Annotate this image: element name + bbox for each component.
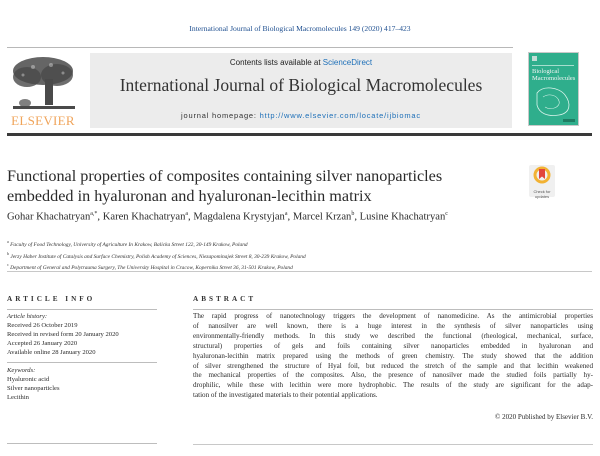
cover-logo-icon: [532, 56, 537, 61]
contents-prefix: Contents lists available at: [229, 58, 323, 67]
affiliations: [7, 238, 597, 273]
journal-title: International Journal of Biological Macromolecules: [119, 75, 483, 95]
abstract-heading: ABSTRACT: [193, 295, 257, 303]
check-for-updates-button[interactable]: [529, 165, 555, 197]
abstract-line: structural) properties of gels and foils containing silver nanoparticles embedded in hyaluronan and: [193, 341, 593, 350]
title-line: embedded in hyaluronan and hyaluronan-lecithin matrix: [7, 187, 372, 205]
divider: [7, 271, 592, 272]
keywords-label: Keywords:: [7, 367, 36, 374]
article-history: [7, 312, 167, 357]
author-name[interactable]: Gohar Khachatryan: [7, 211, 91, 223]
contents-line: [90, 58, 512, 67]
affiliation-item: [7, 238, 597, 250]
copyright-notice: © 2020 Published by Elsevier B.V.: [495, 413, 593, 421]
author-name[interactable]: Lusine Khachatryan: [359, 211, 446, 223]
divider: [7, 47, 513, 48]
title-line: Functional properties of composites containing silver nanoparticles: [7, 167, 443, 185]
article-title: [7, 166, 507, 206]
author-separator: ,: [287, 211, 293, 223]
journal-banner: [90, 53, 512, 128]
affiliation-text: Faculty of Food Technology, University of Agriculture In Krakow, Balicka Street 122, 30-149 Krakow, Poland: [10, 241, 248, 248]
author-affiliation-marker[interactable]: a: [284, 211, 288, 217]
elsevier-logo[interactable]: [7, 53, 79, 129]
keyword-item: Silver nanoparticles: [7, 385, 60, 392]
abstract-line: The rapid progress of nanotechnology triggers the development of nanomedicine. As the antimicrobial properties: [193, 312, 593, 320]
journal-cover-thumbnail[interactable]: [528, 52, 579, 126]
cover-title-line: Biological: [532, 68, 560, 75]
elsevier-wordmark: ELSEVIER: [11, 113, 75, 128]
author-name[interactable]: Karen Khachatryan: [102, 211, 186, 223]
affiliation-key: a: [7, 239, 9, 244]
divider: [7, 362, 157, 363]
affiliation-text: Jerzy Haber Institute of Catalysis and Surface Chemistry, Polish Academy of Sciences, Niezapominajek Street 8, 30-239 Krakow, Poland: [10, 253, 306, 260]
homepage-label: journal homepage:: [181, 111, 260, 120]
history-item: Received in revised form 20 January 2020: [7, 331, 119, 338]
author-separator: ,: [354, 211, 360, 223]
abstract-line: of silver strengthened the structure of Hyal foil, but reduced the stretch of the sample and that lecithin weakened: [193, 361, 593, 370]
crossmark-label: [529, 190, 555, 199]
affiliation-item: [7, 250, 597, 262]
article-history-label: Article history:: [7, 313, 48, 320]
cover-badge: [563, 119, 575, 122]
author-affiliation-marker[interactable]: b: [351, 211, 355, 217]
abstract-line: hyaluronan-lecithin matrix prepared using the methods of green chemistry. The study showed that the addition: [193, 351, 593, 360]
abstract-line: the mechanical properties of the composites. Also, the presence of nanosilver made the studied foils partially hy-: [193, 371, 593, 380]
abstract-line: drophilic, while these with lecithin were more hydrophobic. The results of the study are significant for the adap-: [193, 381, 593, 390]
crossmark-label-line: updates: [534, 193, 550, 199]
abstract-line: tation of the investigated materials to their potential applications.: [193, 391, 378, 400]
author-separator: ,: [188, 211, 194, 223]
affiliation-key: b: [7, 250, 9, 256]
abstract-body: [193, 312, 593, 401]
crossmark-icon: [529, 165, 555, 185]
author-name[interactable]: Magdalena Krystyjan: [193, 211, 285, 223]
header-rule: [7, 133, 592, 136]
history-item: Accepted 26 January 2020: [7, 340, 78, 347]
cover-illustration-icon: [529, 83, 578, 123]
article-info-heading: ARTICLE INFO: [7, 295, 96, 303]
keyword-item: Hyaluronic acid: [7, 376, 50, 383]
divider: [193, 309, 593, 310]
divider: [193, 444, 593, 445]
history-item: Available online 28 January 2020: [7, 349, 96, 356]
author-affiliation-marker[interactable]: a,*: [90, 211, 98, 217]
running-head[interactable]: International Journal of Biological Macromolecules 149 (2020) 417–423: [189, 24, 411, 33]
history-item: Received 26 October 2019: [7, 322, 78, 329]
author-affiliation-marker[interactable]: a: [185, 211, 189, 217]
keywords: [7, 366, 167, 402]
cover-title: [532, 69, 575, 82]
crossmark-label-line: Check for: [533, 189, 551, 194]
abstract-line: environmentally-friendly methods. In this study we described the functional (rheological, mechanical, surface,: [193, 331, 593, 340]
journal-homepage: [90, 111, 512, 120]
affiliation-text: Department of General and Polytrauma Surgery, The University Hospital in Cracow, Kopernika Street 36, 31-501 Krakow, Poland: [10, 264, 293, 271]
cover-divider: [532, 65, 574, 66]
homepage-link[interactable]: http://www.elsevier.com/locate/ijbiomac: [259, 111, 421, 120]
author-affiliation-marker[interactable]: c: [445, 211, 448, 217]
sciencedirect-link[interactable]: ScienceDirect: [322, 58, 373, 67]
author-list: [7, 211, 597, 223]
divider: [7, 309, 157, 310]
abstract-line: of nanosilver are well known, there is a huge interest in the synthesis of silver nanoparticles using: [193, 321, 593, 330]
cover-title-line: Macromolecules: [532, 74, 576, 82]
elsevier-tree-icon: [7, 53, 79, 111]
author-name[interactable]: Marcel Krzan: [292, 211, 352, 223]
affiliation-key: c: [7, 262, 9, 268]
divider: [7, 443, 157, 444]
keyword-item: Lecithin: [7, 394, 29, 401]
author-separator: ,: [97, 211, 103, 223]
